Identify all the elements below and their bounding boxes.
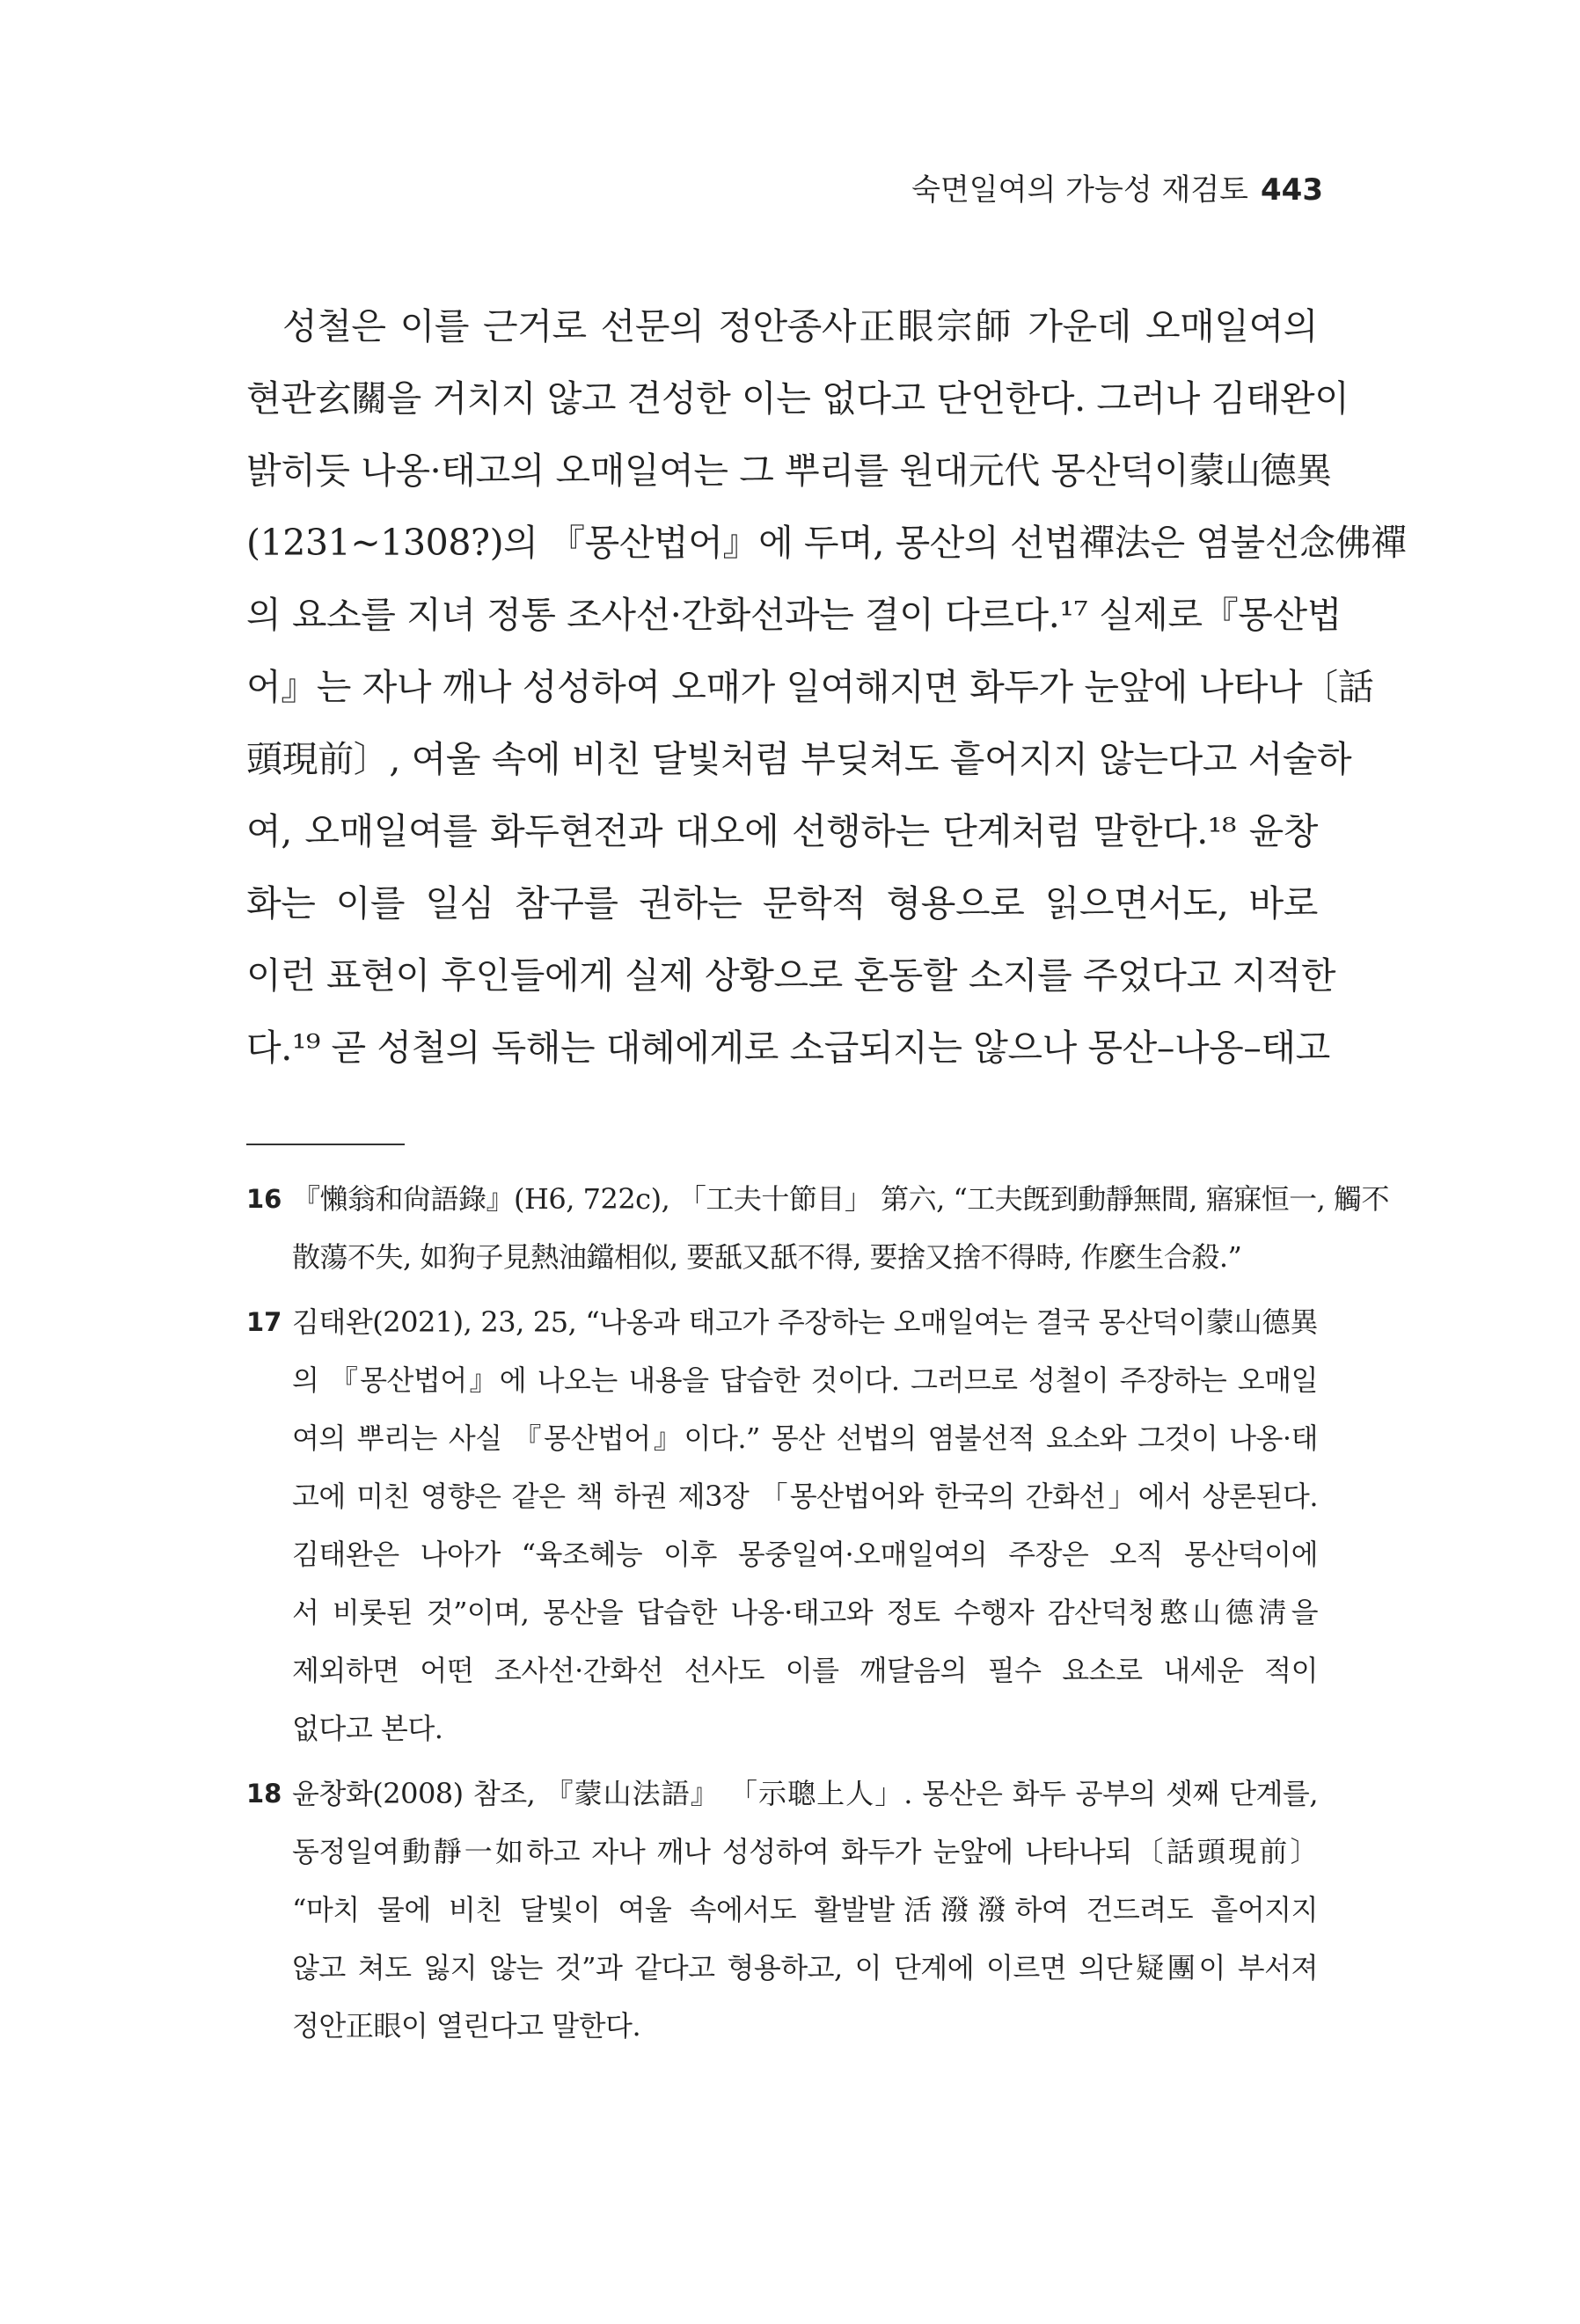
body-line: 밝히듯 나옹·태고의 오매일여는 그 뿌리를 원대元代 몽산덕이蒙山德異: [246, 449, 1332, 492]
body-line: 頭現前〕, 여울 속에 비친 달빛처럼 부딪쳐도 흩어지지 않는다고 서술하: [246, 738, 1352, 780]
body-line: 현관玄關을 거치지 않고 견성한 이는 없다고 단언한다. 그러나 김태완이: [246, 377, 1350, 420]
footnote-number: 16: [246, 1184, 282, 1214]
body-line: 화는 이를 일심 참구를 권하는 문학적 형용으로 읽으면서도, 바로: [246, 882, 1318, 924]
footnote-line: 없다고 본다.: [292, 1712, 443, 1745]
body-line: 의 요소를 지녀 정통 조사선·간화선과는 결이 다르다.¹⁷ 실제로『몽산법: [246, 594, 1342, 636]
footnote-line: 않고 쳐도 잃지 않는 것”과 같다고 형용하고, 이 단계에 이르면 의단疑團이 부서져: [292, 1951, 1318, 1984]
body-line: 이런 표현이 후인들에게 실제 상황으로 혼동할 소지를 주었다고 지적한: [246, 954, 1336, 997]
footnote-line: 『懶翁和尙語錄』(H6, 722c), 「工夫十節目」 第六, “工夫旣到動靜無間, 寤寐恒一, 觸不: [292, 1182, 1389, 1216]
body-line: (1231~1308?)의 『몽산법어』에 두며, 몽산의 선법禪法은 염불선念佛禪: [246, 522, 1407, 564]
footnote-18: [246, 1765, 1318, 2055]
footnote-line: 김태완(2021), 23, 25, “나옹과 태고가 주장하는 오매일여는 결국 몽산덕이蒙山德異: [292, 1305, 1318, 1339]
footnote-16: [246, 1170, 1389, 1286]
body-line: 여, 오매일여를 화두현전과 대오에 선행하는 단계처럼 말한다.¹⁸ 윤창: [246, 810, 1318, 852]
running-title: 숙면일여의 가능성 재검토: [911, 172, 1249, 208]
footnote-line: 서 비롯된 것”이며, 몽산을 답습한 나옹·태고와 정토 수행자 감산덕청憨山德淸을: [292, 1596, 1318, 1629]
footnote-number: 17: [246, 1307, 282, 1337]
footnote-line: 정안正眼이 열린다고 말한다.: [292, 2009, 641, 2043]
body-line: 다.¹⁹ 곧 성철의 독해는 대혜에게로 소급되지는 않으나 몽산–나옹–태고: [246, 1027, 1330, 1069]
running-header: [911, 172, 1323, 208]
footnote-line: 여의 뿌리는 사실 『몽산법어』이다.” 몽산 선법의 염불선적 요소와 그것이 나옹·태: [292, 1421, 1318, 1455]
footnote-17: [246, 1293, 1318, 1758]
footnote-line: 의 『몽산법어』에 나오는 내용을 답습한 것이다. 그러므로 성철이 주장하는 오매일: [292, 1363, 1318, 1397]
footnote-line: “마치 물에 비친 달빛이 여울 속에서도 활발발活潑潑하여 건드려도 흩어지지: [292, 1893, 1318, 1926]
body-line: 어』는 자나 깨나 성성하여 오매가 일여해지면 화두가 눈앞에 나타나〔話: [246, 666, 1374, 708]
footnote-number: 18: [246, 1779, 282, 1809]
footnote-line: 김태완은 나아가 “육조혜능 이후 몽중일여·오매일여의 주장은 오직 몽산덕이에: [292, 1538, 1318, 1571]
footnote-line: 고에 미친 영향은 같은 책 하권 제3장 「몽산법어와 한국의 간화선」에서 상론된다.: [292, 1480, 1318, 1513]
footnotes: [246, 1170, 1389, 2062]
footnote-line: 제외하면 어떤 조사선·간화선 선사도 이를 깨달음의 필수 요소로 내세운 적이: [292, 1654, 1318, 1687]
footnote-separator: [246, 1144, 405, 1145]
footnote-line: 散蕩不失, 如狗子見熱油鐺相似, 要舐又舐不得, 要捨又捨不得時, 作麽生合殺.”: [292, 1240, 1242, 1274]
body-paragraph: [246, 290, 1407, 1084]
footnote-line: 동정일여動靜一如하고 자나 깨나 성성하여 화두가 눈앞에 나타나되〔話頭現前〕: [292, 1835, 1318, 1868]
page-number: 443: [1261, 172, 1323, 208]
body-line: 성철은 이를 근거로 선문의 정안종사正眼宗師 가운데 오매일여의: [282, 305, 1318, 347]
footnote-line: 윤창화(2008) 참조, 『蒙山法語』 「示聰上人」. 몽산은 화두 공부의 셋째 단계를,: [292, 1777, 1318, 1810]
